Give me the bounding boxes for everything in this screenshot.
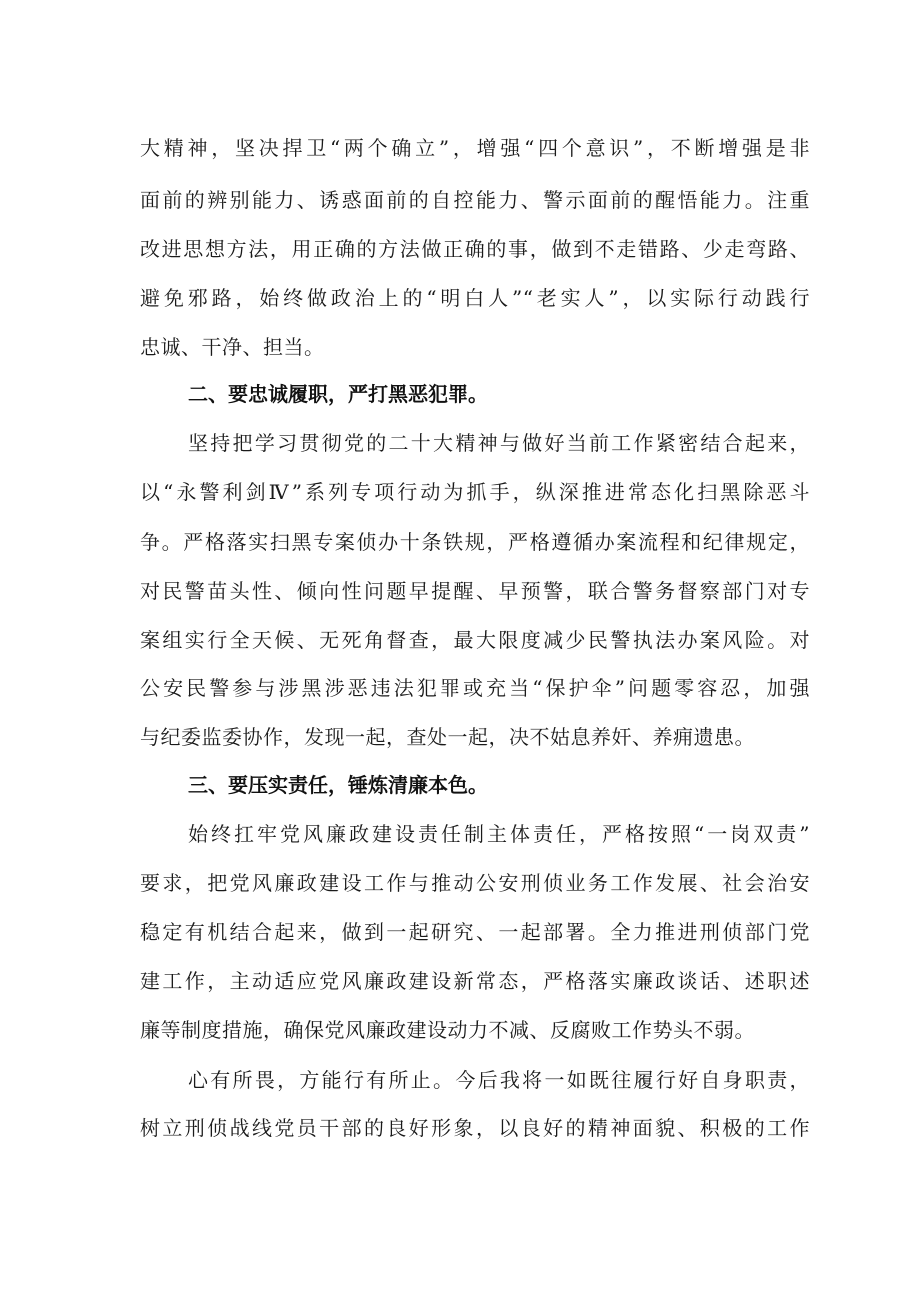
paragraph-3-line-3: 稳定有机结合起来，做到一起研究、一起部署。全力推进刑侦部门党 bbox=[140, 920, 810, 944]
paragraph-4-line-2: 树立刑侦战线党员干部的良好形象，以良好的精神面貌、积极的工作 bbox=[140, 1116, 810, 1140]
paragraph-2-line-1: 坚持把学习贯彻党的二十大精神与做好当前工作紧密结合起来， bbox=[188, 431, 810, 455]
paragraph-3-line-5: 廉等制度措施，确保党风廉政建设动力不减、反腐败工作势头不弱。 bbox=[140, 1018, 755, 1042]
paragraph-1-line-5: 忠诚、干净、担当。 bbox=[140, 335, 325, 359]
section-heading-3: 三、要压实责任，锤炼清廉本色。 bbox=[188, 773, 488, 797]
paragraph-3-line-4: 建工作，主动适应党风廉政建设新常态，严格落实廉政谈话、述职述 bbox=[140, 969, 810, 993]
paragraph-1-line-1: 大精神，坚决捍卫“两个确立”，增强“四个意识”，不断增强是非 bbox=[140, 136, 810, 160]
paragraph-2-line-5: 案组实行全天候、无死角督查，最大限度减少民警执法办案风险。对 bbox=[140, 628, 810, 652]
paragraph-4-line-1: 心有所畏，方能行有所止。今后我将一如既往履行好自身职责， bbox=[188, 1068, 810, 1092]
paragraph-3-line-2: 要求，把党风廉政建设工作与推动公安刑侦业务工作发展、社会治安 bbox=[140, 871, 810, 895]
paragraph-1-line-4: 避免邪路，始终做政治上的“明白人”“老实人”，以实际行动践行 bbox=[140, 286, 810, 310]
paragraph-3-line-1: 始终扛牢党风廉政建设责任制主体责任，严格按照“一岗双责” bbox=[188, 822, 810, 846]
paragraph-2-line-4: 对民警苗头性、倾向性问题早提醒、早预警，联合警务督察部门对专 bbox=[140, 579, 810, 603]
paragraph-2-line-3: 争。严格落实扫黑专案侦办十条铁规，严格遵循办案流程和纪律规定， bbox=[140, 530, 810, 554]
paragraph-2-line-2: 以“永警利剑Ⅳ”系列专项行动为抓手，纵深推进常态化扫黑除恶斗 bbox=[140, 480, 810, 504]
paragraph-2-line-7: 与纪委监委协作，发现一起，查处一起，决不姑息养奸、养痈遗患。 bbox=[140, 725, 755, 749]
paragraph-1-line-2: 面前的辨别能力、诱惑面前的自控能力、警示面前的醒悟能力。注重 bbox=[140, 188, 810, 212]
paragraph-2-line-6: 公安民警参与涉黑涉恶违法犯罪或充当“保护伞”问题零容忍，加强 bbox=[140, 676, 810, 700]
section-heading-2: 二、要忠诚履职，严打黑恶犯罪。 bbox=[188, 382, 488, 406]
paragraph-1-line-3: 改进思想方法，用正确的方法做正确的事，做到不走错路、少走弯路、 bbox=[140, 237, 810, 261]
